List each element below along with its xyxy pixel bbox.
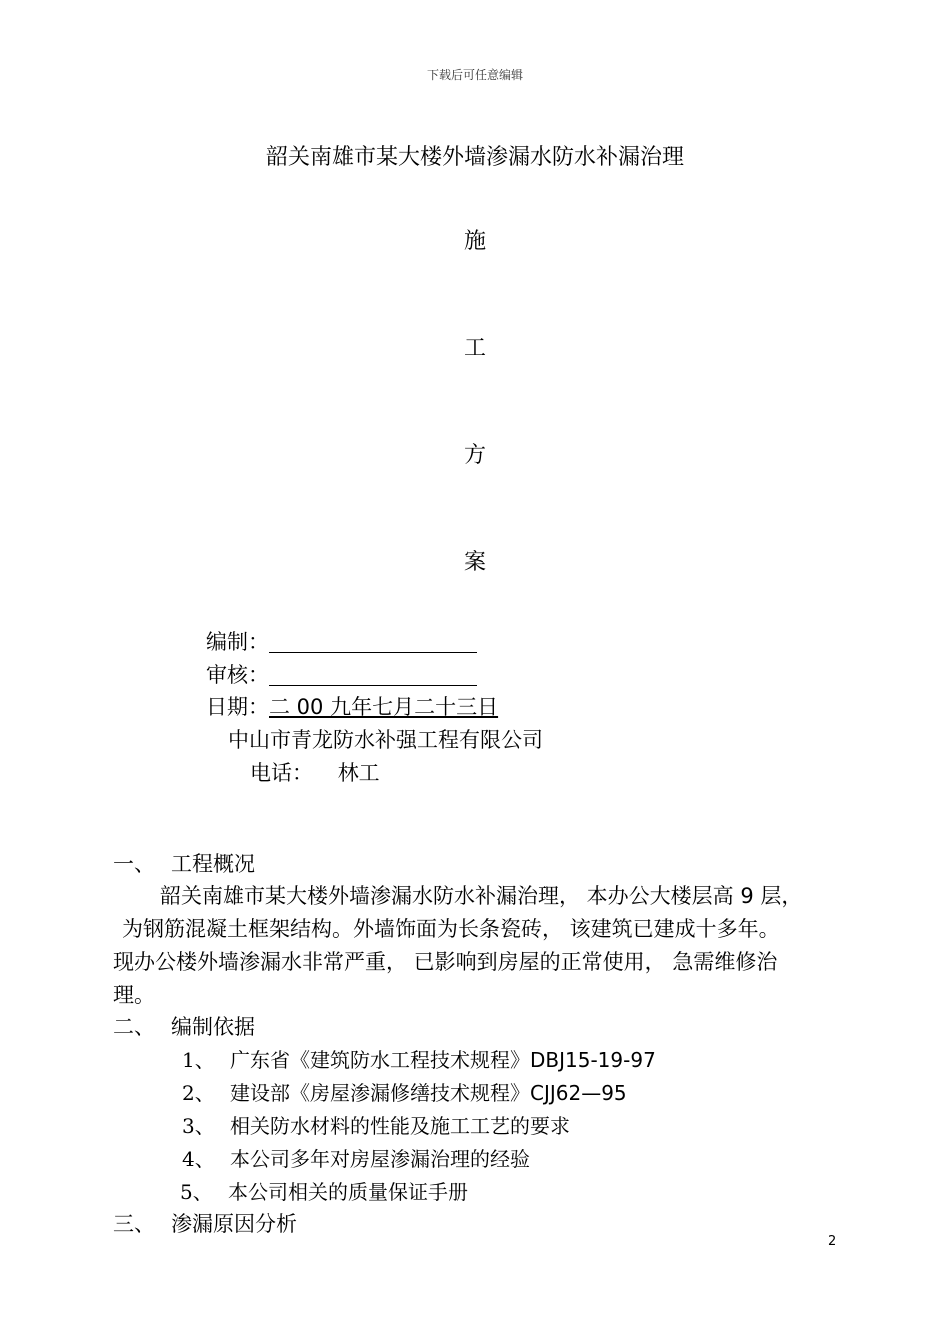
phone-label: 电话： [250,761,313,785]
section-number: 二、 [113,1015,155,1039]
review-blank-line [269,663,477,686]
page-header: 下载后可任意编辑 [426,68,523,82]
item-number: 1、 [182,1048,215,1072]
section-title: 渗漏原因分析 [171,1212,297,1236]
compile-row [206,626,477,656]
date-row [206,691,498,721]
compile-label: 编制： [206,630,269,654]
item-number: 5、 [180,1180,213,1204]
compile-blank-line [269,630,477,653]
section-heading-basis [113,1011,255,1041]
item-text: 建设部《房屋渗漏修缮技术规程》CJJ62—95 [230,1081,627,1105]
section-title: 编制依据 [171,1015,255,1039]
date-label: 日期： [206,695,269,719]
overview-line-3: 现办公楼外墙渗漏水非常严重， 已影响到房屋的正常使用， 急需维修治 [113,950,778,974]
contact-name: 林工 [337,761,380,785]
section-number: 三、 [113,1212,155,1236]
section-number: 一、 [113,852,155,876]
review-row [206,659,477,689]
basis-item-2 [182,1077,627,1106]
basis-item-1 [182,1044,656,1073]
item-text: 广东省《建筑防水工程技术规程》DBJ15-19-97 [230,1048,656,1072]
vertical-title-char-3: 方 [463,443,486,468]
item-number: 3、 [182,1114,215,1138]
basis-item-5 [180,1176,468,1205]
section-title: 工程概况 [171,852,255,876]
company-name: 中山市青龙防水补强工程有限公司 [228,728,543,752]
overview-line-2: 为钢筋混凝土框架结构。外墙饰面为长条瓷砖， 该建筑已建成十多年。 [122,917,780,941]
overview-line-4: 理。 [113,983,155,1007]
item-text: 本公司多年对房屋渗漏治理的经验 [230,1147,530,1171]
vertical-title-char-2: 工 [463,336,486,361]
review-label: 审核： [206,663,269,687]
page-number: 2 [828,1234,837,1249]
item-text: 相关防水材料的性能及施工工艺的要求 [230,1114,570,1138]
item-number: 2、 [182,1081,215,1105]
section-heading-leak-analysis [113,1208,297,1238]
document-title: 韶关南雄市某大楼外墙渗漏水防水补漏治理 [265,145,684,170]
item-number: 4、 [182,1147,215,1171]
item-text: 本公司相关的质量保证手册 [228,1180,468,1204]
basis-item-4 [182,1143,530,1172]
vertical-title-char-1: 施 [463,229,486,254]
phone-row [250,757,380,787]
vertical-title-char-4: 案 [463,550,486,575]
basis-item-3 [182,1110,570,1139]
date-value: 二 00 九年七月二十三日 [269,695,499,719]
section-heading-overview [113,848,255,878]
overview-line-1: 韶关南雄市某大楼外墙渗漏水防水补漏治理， 本办公大楼层高 9 层， [160,884,803,908]
